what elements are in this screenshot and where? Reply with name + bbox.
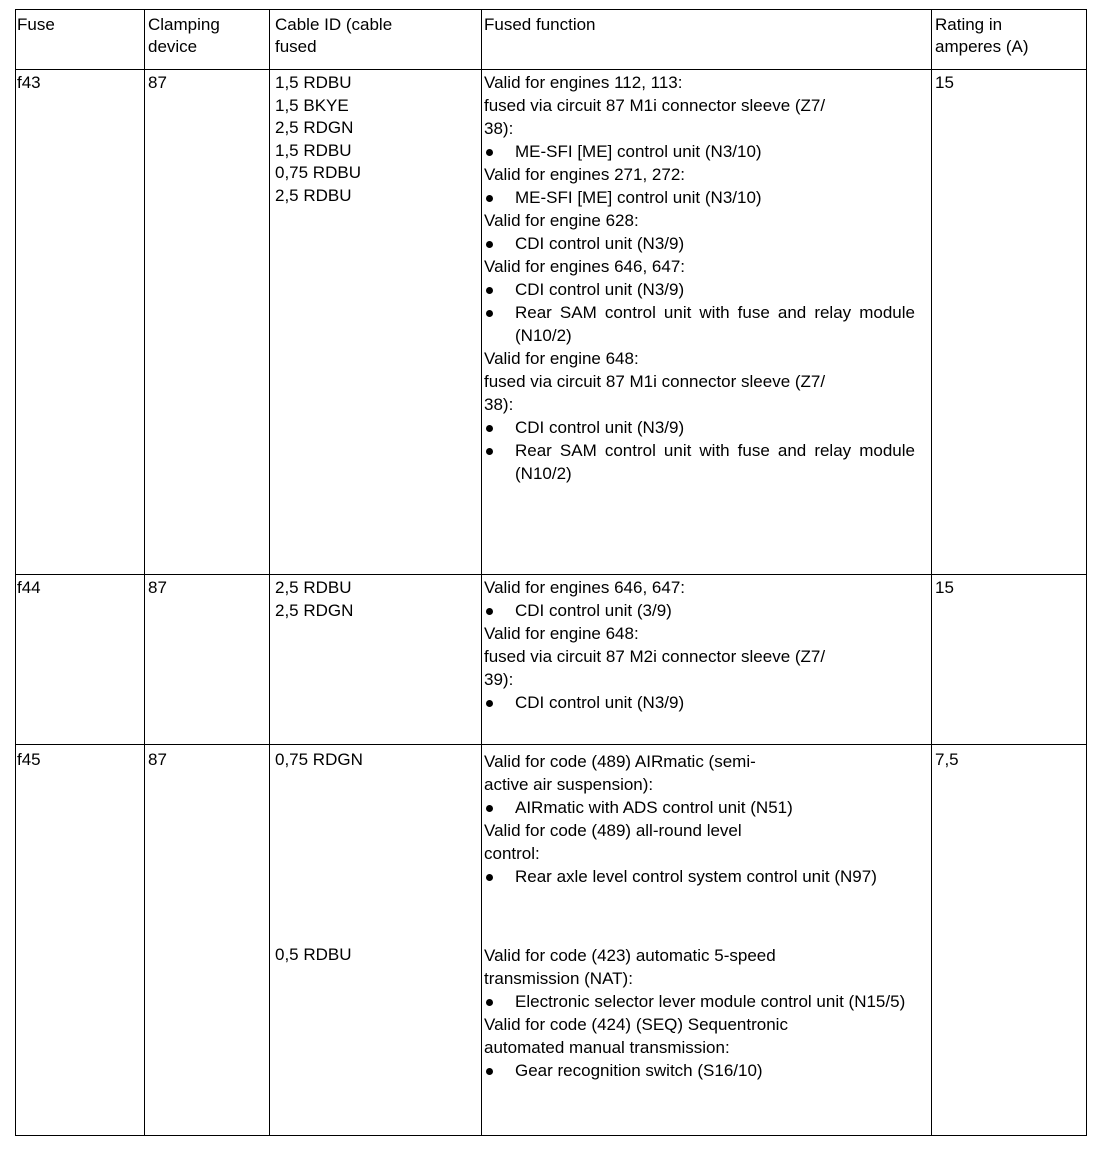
fuse-table — [15, 9, 1087, 1136]
header-clamping-device: Clamping device — [148, 15, 220, 56]
function-text: Valid for engines 271, 272: — [484, 165, 685, 184]
function-text: 38): — [484, 395, 514, 414]
function-text: Valid for code (489) all-round level — [484, 821, 742, 840]
fused-function — [484, 576, 924, 714]
rating-value: 15 — [935, 578, 954, 597]
cable-id: 2,5 RDGN — [275, 600, 354, 620]
row-divider — [16, 744, 1086, 745]
bullet-text: Rear SAM control unit with fuse and relay module (N10/2) — [515, 441, 915, 483]
cable-id: 0,75 RDBU — [275, 163, 361, 182]
row-divider — [16, 574, 1086, 575]
header-cable-id: Cable ID (cable fused — [275, 15, 393, 56]
clamping-device: 87 — [148, 73, 167, 92]
bullet-icon — [486, 874, 493, 881]
bullet-text: ME-SFI [ME] control unit (N3/10) — [515, 188, 762, 207]
bullet-text: CDI control unit (3/9) — [515, 601, 672, 620]
bullet-item — [484, 796, 924, 819]
function-text: automated manual transmission: — [484, 1038, 730, 1057]
cable-id: 1,5 RDBU — [275, 140, 352, 160]
cable-id: 0,5 RDBU — [275, 945, 352, 964]
rating-value: 7,5 — [935, 750, 959, 769]
column-divider — [144, 10, 145, 1135]
bullet-text: Gear recognition switch (S16/10) — [515, 1061, 763, 1080]
bullet-icon — [486, 805, 493, 812]
function-text: Valid for engines 112, 113: — [484, 73, 683, 92]
fuse-id: f43 — [17, 73, 41, 92]
bullet-text: CDI control unit (N3/9) — [515, 693, 685, 712]
bullet-item — [484, 1059, 924, 1082]
bullet-item — [484, 278, 924, 301]
column-divider — [481, 10, 482, 1135]
bullet-item — [484, 416, 924, 439]
function-text: Valid for engines 646, 647: — [484, 578, 685, 597]
header-fuse: Fuse — [17, 15, 55, 34]
bullet-icon — [486, 241, 493, 248]
fused-function — [484, 750, 924, 888]
bullet-icon — [486, 1068, 493, 1075]
function-text: Valid for code (424) (SEQ) Sequentronic — [484, 1015, 788, 1034]
bullet-item — [484, 990, 924, 1013]
rating-value: 15 — [935, 73, 954, 92]
fuse-id: f45 — [17, 750, 41, 769]
function-text: Valid for engine 648: — [484, 624, 639, 643]
cable-id-list — [275, 577, 353, 622]
function-text: transmission (NAT): — [484, 969, 633, 988]
bullet-item — [484, 691, 924, 714]
bullet-item — [484, 232, 924, 255]
bullet-text: CDI control unit (N3/9) — [515, 280, 685, 299]
function-text: 39): — [484, 670, 514, 689]
bullet-item — [484, 301, 924, 347]
cable-id: 1,5 BKYE — [275, 95, 349, 115]
function-text: Valid for engine 628: — [484, 211, 639, 230]
column-divider — [269, 10, 270, 1135]
function-text: fused via circuit 87 M1i connector sleeve (Z7/ — [484, 372, 826, 391]
bullet-icon — [486, 448, 493, 455]
bullet-icon — [486, 999, 493, 1006]
fuse-id: f44 — [17, 578, 41, 597]
bullet-text: Rear axle level control system control unit (N97) — [515, 867, 877, 886]
bullet-text: CDI control unit (N3/9) — [515, 234, 685, 253]
function-text: Valid for engine 648: — [484, 349, 639, 368]
fused-function — [484, 944, 924, 1082]
function-text: fused via circuit 87 M2i connector sleeve (Z7/ — [484, 647, 826, 666]
bullet-icon — [486, 425, 493, 432]
clamping-device: 87 — [148, 578, 167, 597]
function-text: 38): — [484, 119, 514, 138]
bullet-item — [484, 140, 924, 163]
column-divider — [931, 10, 932, 1135]
bullet-item — [484, 599, 924, 622]
header-fused-function: Fused function — [484, 15, 596, 34]
function-text: control: — [484, 844, 540, 863]
function-text: Valid for code (489) AIRmatic (semi- — [484, 752, 756, 771]
function-text: fused via circuit 87 M1i connector sleeve (Z7/ — [484, 96, 826, 115]
bullet-text: Rear SAM control unit with fuse and relay module (N10/2) — [515, 303, 915, 345]
header-rating: Rating in amperes (A) — [935, 15, 1029, 56]
cable-id: 1,5 RDBU — [275, 73, 352, 92]
bullet-icon — [486, 287, 493, 294]
bullet-icon — [486, 195, 493, 202]
cable-id-list — [275, 72, 361, 207]
bullet-icon — [486, 700, 493, 707]
bullet-text: ME-SFI [ME] control unit (N3/10) — [515, 142, 762, 161]
function-text: active air suspension): — [484, 775, 654, 794]
fused-function — [484, 71, 924, 485]
bullet-icon — [486, 608, 493, 615]
bullet-text: AIRmatic with ADS control unit (N51) — [515, 798, 793, 817]
bullet-item — [484, 186, 924, 209]
cable-id: 2,5 RDGN — [275, 118, 354, 137]
cable-id: 2,5 RDBU — [275, 185, 352, 205]
function-text: Valid for engines 646, 647: — [484, 257, 685, 276]
cable-id: 0,75 RDGN — [275, 750, 363, 769]
bullet-icon — [486, 310, 493, 317]
bullet-text: Electronic selector lever module control unit (N15/5) — [515, 992, 906, 1011]
clamping-device: 87 — [148, 750, 167, 769]
function-text: Valid for code (423) automatic 5-speed — [484, 946, 776, 965]
bullet-text: CDI control unit (N3/9) — [515, 418, 685, 437]
row-divider — [16, 69, 1086, 70]
bullet-item — [484, 865, 924, 888]
bullet-item — [484, 439, 924, 485]
bullet-icon — [486, 149, 493, 156]
cable-id: 2,5 RDBU — [275, 578, 352, 597]
